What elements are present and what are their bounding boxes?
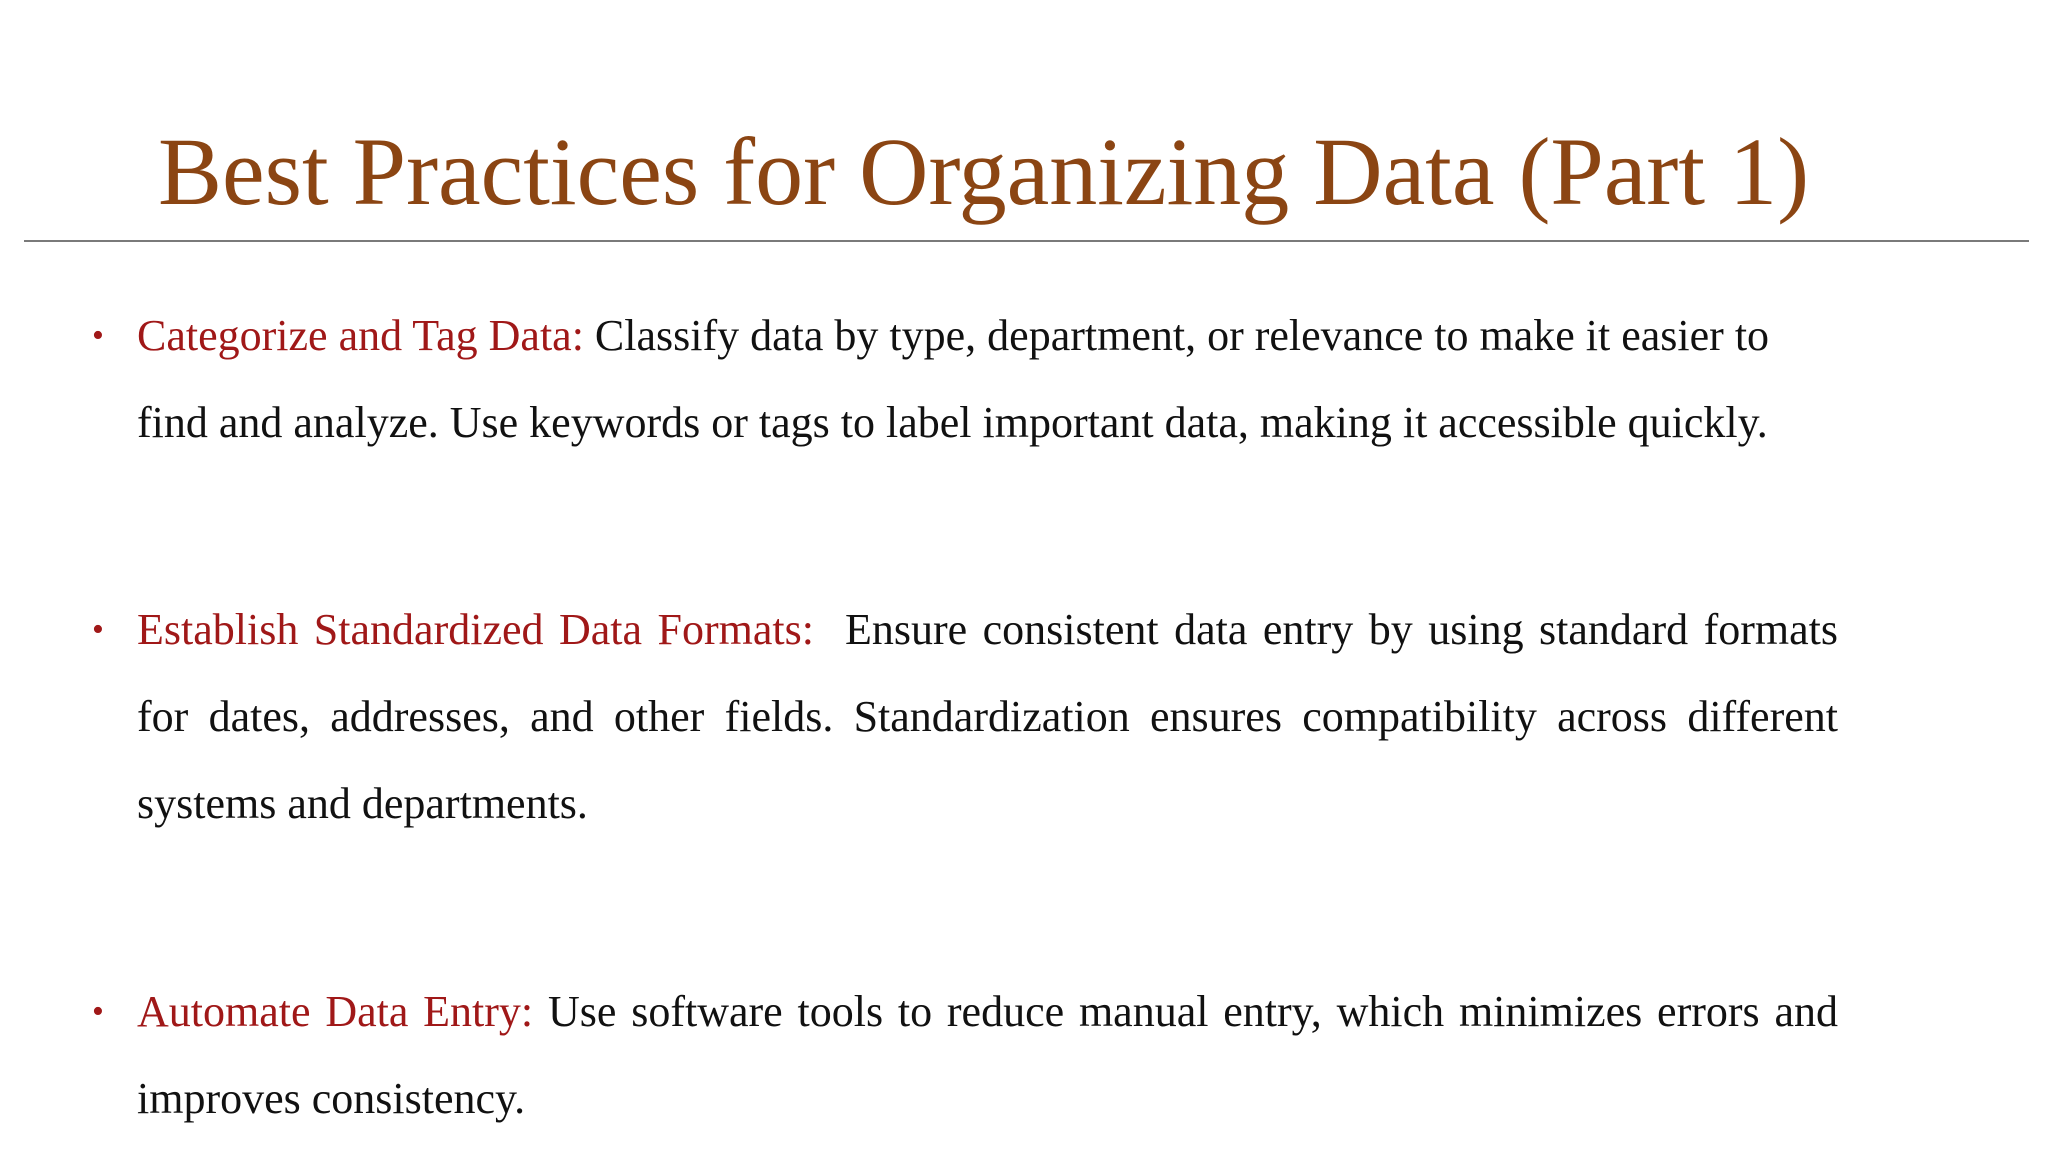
bullet-term: Establish Standardized Data Formats: [137, 605, 814, 654]
bullet-text [137, 968, 1838, 1142]
bullet-icon: • [92, 611, 104, 648]
bullet-text [137, 292, 1838, 466]
bullet-description: Classify data by type, department, or relevance to make it easier to find and analyze. Use keywords or tags to label important data, making it accessible quickly. [137, 311, 1770, 447]
bullet-term: Categorize and Tag Data: [137, 311, 584, 360]
bullet-description: Use software tools to reduce manual entry, which minimizes errors and improves consistency. [137, 987, 1839, 1123]
bullet-icon: • [92, 993, 104, 1030]
bullet-description: Ensure consistent data entry by using standard formats for dates, addresses, and other fields. Standardization ensures compatibility across different systems and departments. [137, 605, 1838, 828]
slide-title: Best Practices for Organizing Data (Part 1) [158, 118, 1810, 225]
title-divider [24, 240, 2029, 242]
bullet-icon: • [92, 317, 104, 354]
bullet-term: Automate Data Entry: [137, 987, 534, 1036]
bullet-text [137, 586, 1838, 847]
